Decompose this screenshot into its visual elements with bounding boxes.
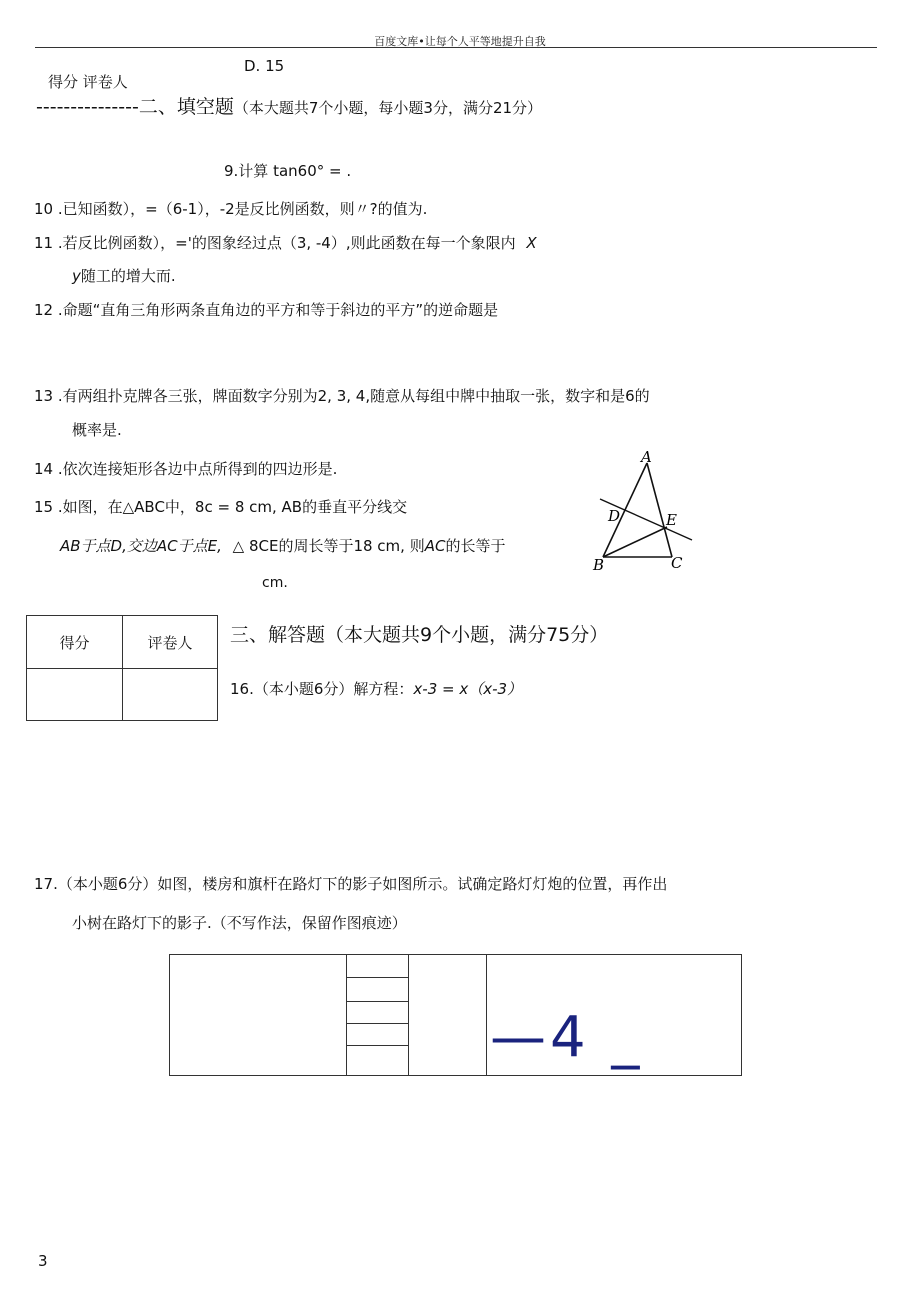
question-11-text: 11 .若反比例函数），='的图象经过点（3, -4）,则此函数在每一个象限内 [34, 234, 516, 252]
question-11-line2-text: 随工的增大而. [80, 267, 176, 285]
question-16-prefix: 16.（本小题6分）解方程： [230, 680, 414, 698]
question-11-line1 [34, 232, 537, 253]
question-14: 14 .依次连接矩形各边中点所得到的四边形是. [34, 460, 338, 478]
question-15-line2-part-c: AC [424, 537, 446, 555]
label-d: D [608, 507, 621, 525]
question-17-line2: 小树在路灯下的影子.（不写作法，保留作图痕迹） [72, 914, 407, 932]
building-floor-line [347, 1045, 409, 1046]
label-a: A [641, 448, 652, 466]
question-15-line2-part-b: △ 8CE的周长等于18 cm, 则 [232, 537, 425, 555]
score-table-score-header: 得分 [59, 634, 90, 652]
header-rule [35, 47, 877, 48]
score-table-grader-header: 评卷人 [147, 634, 193, 652]
question-15-line2-part-a: AB于点D,交边AC于点E, [60, 537, 222, 555]
question-13-line2: 概率是. [72, 421, 122, 439]
question-16 [230, 678, 522, 699]
question-15-line2-part-d: 的长等于 [445, 537, 506, 555]
question-15-line2 [60, 535, 505, 556]
page-header: 百度文库•让每个人平等地提升自我 [374, 35, 546, 48]
segment-be [603, 527, 667, 557]
score-header: 得分 评卷人 [48, 73, 128, 91]
triangle-figure [588, 448, 698, 574]
figure-17 [169, 954, 742, 1076]
page-number: 3 [38, 1252, 48, 1270]
question-11-var-y: y [72, 267, 81, 285]
label-b: B [593, 556, 605, 574]
section2-dashes: --------------- [36, 96, 139, 118]
question-16-equation: x-3 = x（x-3） [413, 680, 523, 698]
score-table [26, 615, 218, 721]
building-floor-line [347, 977, 409, 978]
question-15-unit: cm. [262, 575, 288, 591]
building-floor-line [347, 1023, 409, 1024]
section2-note: （本大题共7个小题，每小题3分，满分21分） [233, 99, 543, 117]
label-e: E [666, 511, 677, 529]
section2-heading [36, 92, 542, 119]
question-11-line2 [72, 265, 176, 286]
building-right-edge [408, 955, 409, 1075]
question-9: 9.计算 tan60° = . [224, 162, 352, 180]
score-table-row-divider [27, 668, 217, 669]
previous-option-d: D. 15 [244, 57, 285, 75]
label-c: C [671, 554, 683, 572]
triangle-side-ac [647, 463, 672, 557]
question-12: 12 .命题“直角三角形两条直角边的平方和等于斜边的平方”的逆命题是 [34, 301, 499, 319]
section2-title: 二、填空题 [138, 96, 234, 118]
figure-divider [486, 955, 487, 1075]
section3-heading: 三、解答题（本大题共9个小题，满分75分） [230, 624, 609, 646]
question-13-line1: 13 .有两组扑克牌各三张，牌面数字分别为2, 3, 4,随意从每组中牌中抽取一张，数字和是6的 [34, 387, 650, 405]
question-15-line1: 15 .如图，在△ABC中，8c = 8 cm, AB的垂直平分线交 [34, 498, 408, 516]
question-17-line1: 17.（本小题6分）如图，楼房和旗杆在路灯下的影子如图所示。试确定路灯灯炮的位置，再作出 [34, 875, 668, 893]
building-floor-line [347, 1001, 409, 1002]
handwritten-scrawl: —4 _ [490, 1005, 644, 1070]
question-10: 10 .已知函数），=（6-1），-2是反比例函数，则〃?的值为. [34, 200, 428, 218]
question-11-var-x: X [526, 234, 537, 252]
building-left-edge [346, 955, 347, 1075]
